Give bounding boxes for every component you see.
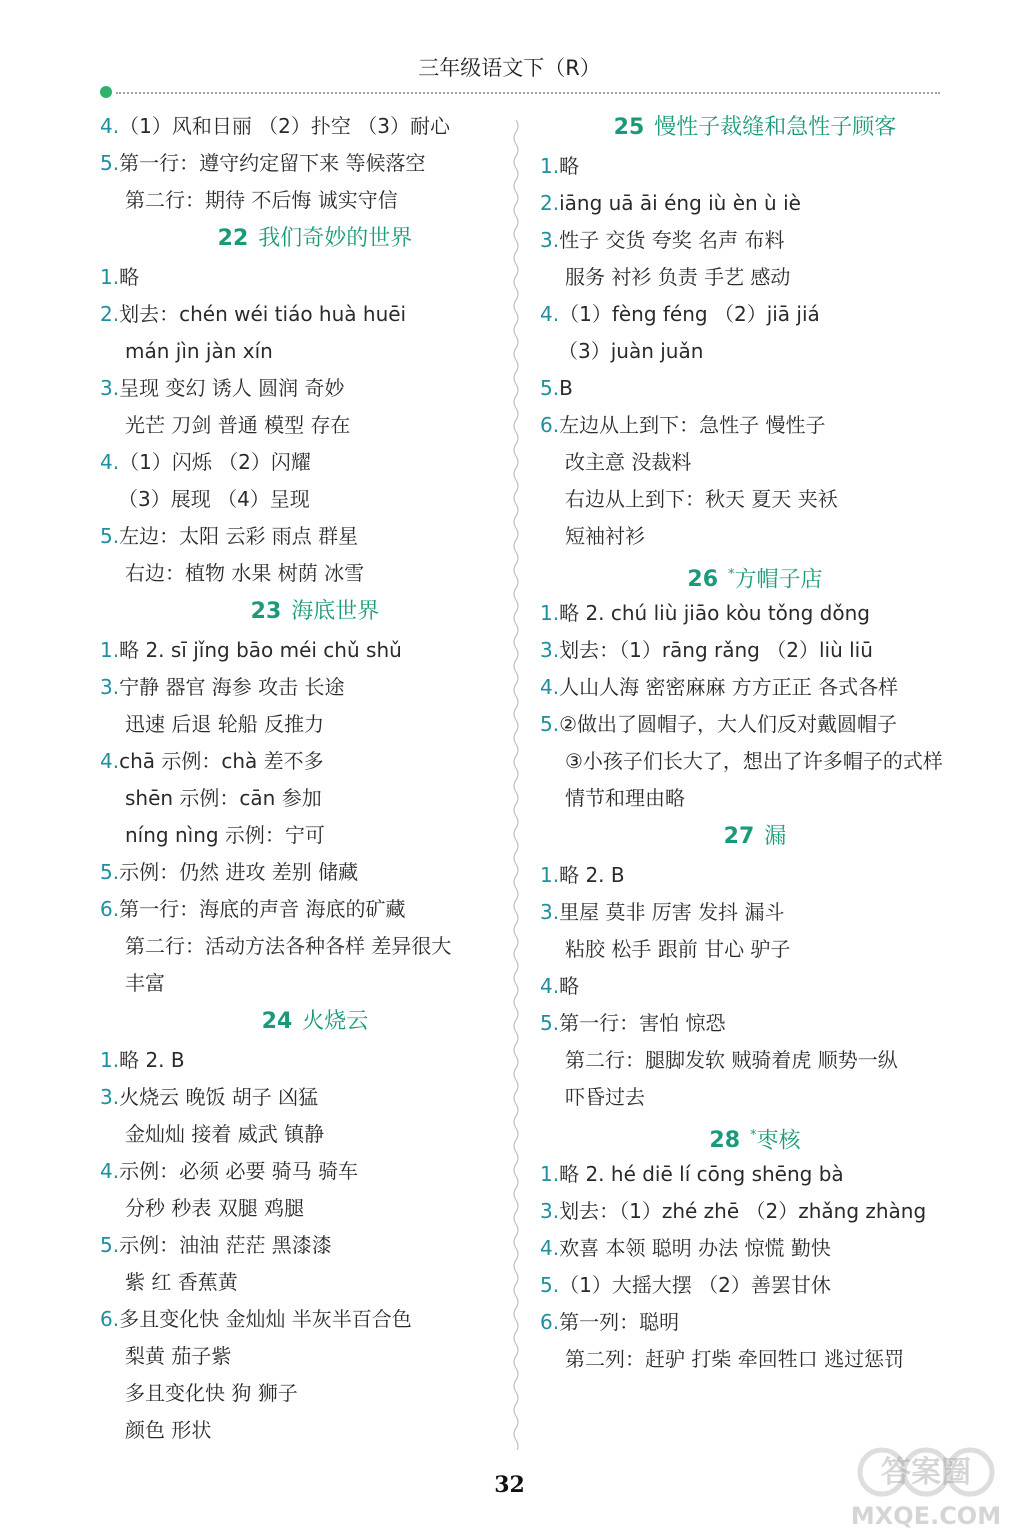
answer-line	[100, 555, 530, 592]
answer-line	[100, 928, 530, 965]
question-number: 1.	[540, 154, 560, 178]
answer-line	[540, 407, 970, 444]
question-number: 3.	[540, 228, 560, 252]
question-number: 1.	[100, 265, 120, 289]
question-number: 5.	[100, 860, 120, 884]
question-number: 3.	[540, 1199, 560, 1223]
section-heading	[540, 817, 970, 857]
question-number: 1.	[100, 638, 120, 662]
question-number: 4.	[100, 1159, 120, 1183]
answer-line	[540, 894, 970, 931]
answer-text: （1）fèng féng （2）jiā jiá	[559, 302, 820, 326]
answer-text: 划去：（1）rāng rǎng （2）liù liū	[559, 638, 873, 662]
answer-line	[100, 407, 530, 444]
answer-text: 第二行：期待 不后悔 诚实守信	[125, 188, 398, 212]
answer-line	[100, 1338, 530, 1375]
section-title: 漏	[764, 824, 787, 849]
section-title: 慢性子裁缝和急性子顾客	[654, 115, 897, 140]
answer-text: 短袖衬衫	[565, 524, 645, 548]
answer-text: 第二行：活动方法各种各样 差异很大	[125, 934, 452, 958]
question-number: 1.	[540, 863, 560, 887]
section-heading	[540, 555, 970, 595]
answer-line	[100, 518, 530, 555]
answer-line	[540, 1341, 970, 1378]
answer-text: （1）闪烁 （2）闪耀	[119, 450, 311, 474]
answer-line	[100, 1042, 530, 1079]
section-title: 火烧云	[302, 1009, 369, 1034]
answer-line	[540, 1079, 970, 1116]
answer-text: （1）风和日丽 （2）扑空 （3）耐心	[119, 114, 450, 138]
answer-text: mán jìn jàn xín	[125, 339, 273, 363]
answer-line	[100, 891, 530, 928]
answer-text: 光芒 刀剑 普通 模型 存在	[125, 413, 351, 437]
answer-line	[540, 1304, 970, 1341]
section-star-mark: *	[728, 567, 735, 582]
answer-line	[100, 706, 530, 743]
section-number: 27	[723, 824, 755, 849]
answer-text: 金灿灿 接着 威武 镇静	[125, 1122, 325, 1146]
answer-text: 情节和理由略	[565, 786, 685, 810]
answer-line	[100, 632, 530, 669]
answer-text: B	[559, 376, 573, 400]
answer-text: ③小孩子们长大了，想出了许多帽子的式样	[565, 749, 943, 773]
answer-text: 紫 红 香蕉黄	[125, 1270, 238, 1294]
answer-line	[100, 817, 530, 854]
answer-text: 里屋 莫非 厉害 发抖 漏斗	[559, 900, 785, 924]
watermark-url: MXQE.COM	[850, 1502, 1002, 1530]
answer-line	[100, 182, 530, 219]
answer-text: 服务 衬衫 负责 手艺 感动	[565, 265, 791, 289]
page-number: 32	[494, 1472, 525, 1498]
answer-text: 第二列：赶驴 打柴 牵回牲口 逃过惩罚	[565, 1347, 905, 1371]
answer-text: 左边：太阳 云彩 雨点 群星	[119, 524, 359, 548]
answer-text: 示例：必须 必要 骑马 骑车	[119, 1159, 359, 1183]
answer-line	[540, 370, 970, 407]
answer-line	[540, 1005, 970, 1042]
answer-text: 略 2. B	[559, 863, 625, 887]
answer-text: 略 2. chú liù jiāo kòu tǒng dǒng	[559, 601, 870, 625]
answer-text: （1）大摇大摆 （2）善罢甘休	[559, 1273, 831, 1297]
answer-text: 示例：仍然 进攻 差别 储藏	[119, 860, 359, 884]
left-answer-column	[100, 108, 530, 1449]
answer-text: 左边从上到下：急性子 慢性子	[559, 413, 826, 437]
question-number: 3.	[540, 900, 560, 924]
answer-text: níng nìng 示例：宁可	[125, 823, 325, 847]
answer-line	[540, 1230, 970, 1267]
answer-line	[540, 185, 970, 222]
answer-text: 呈现 变幻 诱人 圆润 奇妙	[119, 376, 345, 400]
answer-line	[100, 145, 530, 182]
answer-line	[540, 1042, 970, 1079]
question-number: 1.	[540, 601, 560, 625]
question-number: 1.	[100, 1048, 120, 1072]
answer-text: ②做出了圆帽子，大人们反对戴圆帽子	[559, 712, 898, 736]
question-number: 4.	[100, 450, 120, 474]
answer-text: shēn 示例：cān 参加	[125, 786, 322, 810]
question-number: 5.	[540, 712, 560, 736]
answer-text: 分秒 秒表 双腿 鸡腿	[125, 1196, 305, 1220]
answer-line	[100, 1116, 530, 1153]
question-number: 6.	[540, 413, 560, 437]
section-number: 25	[613, 115, 645, 140]
section-number: 23	[250, 599, 282, 624]
question-number: 4.	[100, 114, 120, 138]
answer-line	[540, 518, 970, 555]
answer-text: 第二行：腿脚发软 贼骑着虎 顺势一纵	[565, 1048, 898, 1072]
answer-text: 迅速 后退 轮船 反推力	[125, 712, 325, 736]
answer-line	[540, 931, 970, 968]
answer-text: 人山人海 密密麻麻 方方正正 各式各样	[559, 675, 899, 699]
answer-line	[540, 444, 970, 481]
question-number: 3.	[100, 675, 120, 699]
section-heading	[540, 108, 970, 148]
answer-text: 火烧云 晚饭 胡子 凶猛	[119, 1085, 319, 1109]
answer-text: 第一列：聪明	[559, 1310, 680, 1334]
question-number: 3.	[540, 638, 560, 662]
answer-line	[540, 968, 970, 1005]
answer-text: 第一行：害怕 惊恐	[559, 1011, 726, 1035]
answer-text: chā 示例：chà 差不多	[119, 749, 324, 773]
question-number: 4.	[540, 974, 560, 998]
answer-line	[100, 669, 530, 706]
question-number: 6.	[100, 1307, 120, 1331]
answer-line	[540, 259, 970, 296]
answer-line	[540, 148, 970, 185]
answer-line	[540, 780, 970, 817]
answer-line	[100, 259, 530, 296]
answer-text: 右边从上到下：秋天 夏天 夹袄	[565, 487, 838, 511]
answer-line	[540, 706, 970, 743]
answer-text: 略	[559, 154, 580, 178]
answer-text: 第一行：海底的声音 海底的矿藏	[119, 897, 406, 921]
answer-line	[100, 854, 530, 891]
header-dotted-rule	[116, 92, 940, 94]
answer-text: 右边：植物 水果 树荫 冰雪	[125, 561, 365, 585]
answer-line	[100, 1301, 530, 1338]
question-number: 5.	[100, 1233, 120, 1257]
answer-text: 多且变化快 狗 狮子	[125, 1381, 298, 1405]
answer-line	[100, 1412, 530, 1449]
answer-line	[540, 595, 970, 632]
answer-text: iāng uā āi éng iù èn ù iè	[559, 191, 801, 215]
section-heading	[100, 1002, 530, 1042]
answer-text: 略 2. sī jǐng bāo méi chǔ shǔ	[119, 638, 402, 662]
answer-text: 多且变化快 金灿灿 半灰半百合色	[119, 1307, 412, 1331]
section-title: 方帽子店	[734, 567, 823, 593]
answer-text: 略 2. B	[119, 1048, 185, 1072]
question-number: 5.	[100, 524, 120, 548]
answer-line	[540, 222, 970, 259]
answer-text: 颜色 形状	[125, 1418, 212, 1442]
answer-line	[100, 1264, 530, 1301]
answer-line	[540, 632, 970, 669]
answer-line	[100, 1227, 530, 1264]
question-number: 4.	[540, 675, 560, 699]
section-number: 28	[709, 1128, 741, 1154]
question-number: 4.	[100, 749, 120, 773]
answer-line	[540, 333, 970, 370]
section-title: 海底世界	[291, 599, 380, 624]
answer-line	[100, 481, 530, 518]
answer-line	[540, 481, 970, 518]
answer-line	[100, 1079, 530, 1116]
page-header-title: 三年级语文下（R）	[418, 56, 601, 80]
header-dot-icon	[100, 86, 112, 98]
answer-text: 示例：油油 茫茫 黑漆漆	[119, 1233, 332, 1257]
answer-line	[100, 1375, 530, 1412]
answer-text: 略	[119, 265, 140, 289]
answer-text: 改主意 没裁料	[565, 450, 692, 474]
answer-line	[100, 108, 530, 145]
section-heading	[540, 1116, 970, 1156]
section-heading	[100, 592, 530, 632]
answer-text: 粘胶 松手 跟前 甘心 驴子	[565, 937, 791, 961]
section-number: 26	[687, 567, 719, 593]
answer-text: （3）展现 （4）呈现	[118, 487, 310, 511]
question-number: 4.	[540, 302, 560, 326]
answer-line	[100, 1153, 530, 1190]
answer-line	[100, 965, 530, 1002]
answer-text: 欢喜 本领 聪明 办法 惊慌 勤快	[559, 1236, 831, 1260]
section-heading	[100, 219, 530, 259]
question-number: 2.	[100, 302, 120, 326]
answer-line	[100, 333, 530, 370]
question-number: 5.	[540, 376, 560, 400]
answer-line	[540, 1156, 970, 1193]
question-number: 3.	[100, 376, 120, 400]
answer-line	[540, 1267, 970, 1304]
section-star-mark: *	[750, 1128, 757, 1143]
watermark-text: 答案圈	[881, 1455, 971, 1490]
answer-line	[540, 1193, 970, 1230]
answer-line	[100, 1190, 530, 1227]
answer-line	[100, 780, 530, 817]
answer-text: 丰富	[125, 971, 165, 995]
answer-line	[100, 370, 530, 407]
answer-text: 划去：（1）zhé zhē （2）zhǎng zhàng	[559, 1199, 927, 1223]
question-number: 5.	[540, 1011, 560, 1035]
answer-text: 略	[559, 974, 580, 998]
answer-line	[540, 857, 970, 894]
section-number: 24	[261, 1009, 293, 1034]
answer-line	[100, 743, 530, 780]
section-title: 枣核	[756, 1128, 801, 1154]
question-number: 5.	[100, 151, 120, 175]
answer-text: 第一行：遵守约定留下来 等候落空	[119, 151, 426, 175]
question-number: 1.	[540, 1162, 560, 1186]
answer-text: 吓昏过去	[565, 1085, 645, 1109]
right-answer-column	[540, 108, 970, 1378]
section-number: 22	[217, 226, 249, 251]
answer-line	[100, 296, 530, 333]
answer-text: 梨黄 茄子紫	[125, 1344, 232, 1368]
answer-text: （3）juàn juǎn	[558, 339, 704, 363]
answer-line	[540, 743, 970, 780]
question-number: 4.	[540, 1236, 560, 1260]
answer-line	[540, 669, 970, 706]
answer-text: 性子 交货 夸奖 名声 布料	[559, 228, 785, 252]
answer-text: 略 2. hé diē lí cōng shēng bà	[559, 1162, 844, 1186]
answer-line	[540, 296, 970, 333]
question-number: 2.	[540, 191, 560, 215]
question-number: 6.	[540, 1310, 560, 1334]
answer-line	[100, 444, 530, 481]
question-number: 3.	[100, 1085, 120, 1109]
section-title: 我们奇妙的世界	[258, 226, 413, 251]
answer-text: 划去：chén wéi tiáo huà huēi	[119, 302, 407, 326]
question-number: 6.	[100, 897, 120, 921]
question-number: 5.	[540, 1273, 560, 1297]
answer-text: 宁静 器官 海参 攻击 长途	[119, 675, 345, 699]
watermark-logo	[840, 1440, 1010, 1532]
